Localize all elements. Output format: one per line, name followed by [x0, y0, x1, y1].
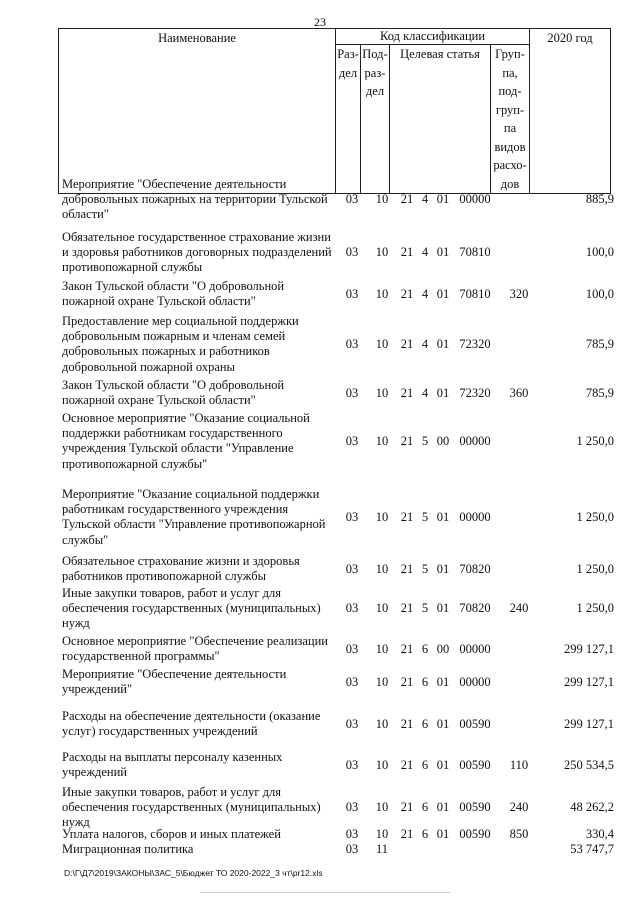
row-event: 01 — [436, 562, 450, 576]
row-event: 01 — [436, 800, 450, 814]
row-program: 21 — [400, 827, 414, 841]
row-razdel: 03 — [345, 827, 359, 841]
row-direction: 00590 — [459, 717, 491, 731]
row-subprogram: 6 — [421, 758, 429, 772]
row-event: 00 — [436, 642, 450, 656]
row-subprogram: 6 — [421, 642, 429, 656]
row-podrazdel: 10 — [375, 287, 389, 301]
row-razdel: 03 — [345, 386, 359, 400]
row-direction: 00000 — [459, 642, 491, 656]
row-podrazdel: 10 — [375, 601, 389, 615]
table-header — [58, 28, 611, 194]
row-direction: 70820 — [459, 562, 491, 576]
row-program: 21 — [400, 510, 414, 524]
row-expense-group: 360 — [509, 386, 529, 400]
row-event: 01 — [436, 510, 450, 524]
row-program: 21 — [400, 601, 414, 615]
row-name: Иные закупки товаров, работ и услуг для обеспечения государственных (муниципальных) нужд — [62, 785, 321, 830]
row-subprogram: 5 — [421, 601, 429, 615]
row-direction: 00590 — [459, 827, 491, 841]
row-amount: 100,0 — [585, 287, 614, 301]
row-razdel: 03 — [345, 287, 359, 301]
header-podrazdel: Под- раз- дел — [361, 45, 390, 194]
row-event: 01 — [436, 601, 450, 615]
row-direction: 70820 — [459, 601, 491, 615]
row-amount: 1 250,0 — [576, 510, 614, 524]
row-expense-group: 240 — [509, 800, 529, 814]
row-amount: 330,4 — [585, 827, 614, 841]
row-podrazdel: 10 — [375, 245, 389, 259]
row-name: Мероприятие "Оказание социальной поддержки работникам государственного учреждения Тульской области "Управление противопожарной службы" — [62, 487, 326, 547]
row-name: Расходы на выплаты персоналу казенных учреждений — [62, 750, 283, 780]
row-program: 21 — [400, 562, 414, 576]
row-razdel: 03 — [345, 642, 359, 656]
row-event: 01 — [436, 192, 450, 206]
row-amount: 1 250,0 — [576, 434, 614, 448]
row-program: 21 — [400, 642, 414, 656]
row-name: Мероприятие "Обеспечение деятельности добровольных пожарных на территории Тульской области" — [62, 177, 328, 222]
row-subprogram: 5 — [421, 562, 429, 576]
row-direction: 00590 — [459, 800, 491, 814]
row-direction: 00000 — [459, 675, 491, 689]
row-name: Обязательное государственное страхование жизни и здоровья работников договорных подразделений противопожарной службы — [62, 230, 332, 275]
row-amount: 885,9 — [585, 192, 614, 206]
row-amount: 1 250,0 — [576, 562, 614, 576]
row-amount: 48 262,2 — [570, 800, 614, 814]
row-direction: 00000 — [459, 192, 491, 206]
row-program: 21 — [400, 675, 414, 689]
row-amount: 299 127,1 — [564, 717, 614, 731]
row-direction: 00590 — [459, 758, 491, 772]
row-podrazdel: 10 — [375, 642, 389, 656]
row-razdel: 03 — [345, 434, 359, 448]
row-razdel: 03 — [345, 842, 359, 856]
row-subprogram: 4 — [421, 192, 429, 206]
row-subprogram: 5 — [421, 434, 429, 448]
row-podrazdel: 10 — [375, 510, 389, 524]
row-podrazdel: 11 — [375, 842, 389, 856]
row-name: Расходы на обеспечение деятельности (оказание услуг) государственных учреждений — [62, 709, 321, 739]
row-amount: 100,0 — [585, 245, 614, 259]
page-number: 23 — [314, 15, 326, 29]
row-podrazdel: 10 — [375, 192, 389, 206]
row-name: Закон Тульской области "О добровольной пожарной охране Тульской области" — [62, 378, 285, 408]
row-program: 21 — [400, 245, 414, 259]
row-subprogram: 5 — [421, 510, 429, 524]
row-amount: 785,9 — [585, 337, 614, 351]
row-name: Мероприятие "Обеспечение деятельности учреждений" — [62, 667, 287, 697]
row-event: 01 — [436, 758, 450, 772]
row-subprogram: 6 — [421, 717, 429, 731]
row-razdel: 03 — [345, 717, 359, 731]
header-code: Код классификации — [336, 29, 530, 45]
row-razdel: 03 — [345, 800, 359, 814]
row-direction: 70810 — [459, 245, 491, 259]
row-amount: 1 250,0 — [576, 601, 614, 615]
row-subprogram: 4 — [421, 337, 429, 351]
scan-artifact — [200, 892, 450, 893]
row-direction: 00000 — [459, 510, 491, 524]
row-expense-group: 240 — [509, 601, 529, 615]
header-group: Груп- па, под- груп- па видов расхо- дов — [491, 45, 530, 194]
row-name: Миграционная политика — [62, 842, 194, 856]
row-direction: 72320 — [459, 386, 491, 400]
row-program: 21 — [400, 717, 414, 731]
row-program: 21 — [400, 434, 414, 448]
row-direction: 70810 — [459, 287, 491, 301]
row-direction: 00000 — [459, 434, 491, 448]
row-podrazdel: 10 — [375, 337, 389, 351]
row-subprogram: 4 — [421, 287, 429, 301]
row-podrazdel: 10 — [375, 675, 389, 689]
row-podrazdel: 10 — [375, 562, 389, 576]
row-amount: 299 127,1 — [564, 642, 614, 656]
row-name: Предоставление мер социальной поддержки добровольным пожарным и членам семей добровольных пожарных и работников добровольной пожарной охраны — [62, 314, 299, 374]
row-program: 21 — [400, 192, 414, 206]
row-razdel: 03 — [345, 510, 359, 524]
row-amount: 785,9 — [585, 386, 614, 400]
row-razdel: 03 — [345, 675, 359, 689]
row-expense-group: 320 — [509, 287, 529, 301]
row-podrazdel: 10 — [375, 434, 389, 448]
row-subprogram: 4 — [421, 245, 429, 259]
row-razdel: 03 — [345, 337, 359, 351]
header-name: Наименование — [59, 29, 336, 194]
row-name: Основное мероприятие "Обеспечение реализации государственной программы" — [62, 634, 328, 664]
row-program: 21 — [400, 386, 414, 400]
row-program: 21 — [400, 758, 414, 772]
row-razdel: 03 — [345, 192, 359, 206]
row-amount: 53 747,7 — [570, 842, 614, 856]
row-name: Уплата налогов, сборов и иных платежей — [62, 827, 281, 841]
row-event: 01 — [436, 337, 450, 351]
row-event: 01 — [436, 287, 450, 301]
row-event: 00 — [436, 434, 450, 448]
row-program: 21 — [400, 287, 414, 301]
row-expense-group: 110 — [509, 758, 529, 772]
row-name: Иные закупки товаров, работ и услуг для обеспечения государственных (муниципальных) нужд — [62, 586, 321, 631]
row-razdel: 03 — [345, 758, 359, 772]
row-event: 01 — [436, 827, 450, 841]
header-year: 2020 год — [530, 29, 611, 194]
row-razdel: 03 — [345, 562, 359, 576]
row-program: 21 — [400, 800, 414, 814]
row-podrazdel: 10 — [375, 386, 389, 400]
row-podrazdel: 10 — [375, 717, 389, 731]
row-razdel: 03 — [345, 245, 359, 259]
file-path: D:\Г\Д7\2019\ЗАКОНЫ\ЗАС_5\Бюджет ТО 2020-2022_3 чт\pr12.xls — [64, 868, 323, 878]
row-event: 01 — [436, 675, 450, 689]
row-event: 01 — [436, 717, 450, 731]
row-event: 01 — [436, 386, 450, 400]
row-amount: 250 534,5 — [564, 758, 614, 772]
row-subprogram: 6 — [421, 675, 429, 689]
row-razdel: 03 — [345, 601, 359, 615]
row-subprogram: 4 — [421, 386, 429, 400]
row-podrazdel: 10 — [375, 758, 389, 772]
header-target: Целевая статья — [390, 45, 491, 194]
row-podrazdel: 10 — [375, 800, 389, 814]
row-program: 21 — [400, 337, 414, 351]
row-podrazdel: 10 — [375, 827, 389, 841]
row-amount: 299 127,1 — [564, 675, 614, 689]
row-event: 01 — [436, 245, 450, 259]
header-razdel: Раз- дел — [336, 45, 361, 194]
row-name: Обязательное страхование жизни и здоровья работников противопожарной службы — [62, 554, 300, 584]
row-name: Основное мероприятие "Оказание социальной поддержки работникам государственного учреждения Тульской области "Управление противопожарной службы" — [62, 411, 310, 471]
row-name: Закон Тульской области "О добровольной пожарной охране Тульской области" — [62, 279, 285, 309]
row-subprogram: 6 — [421, 827, 429, 841]
row-direction: 72320 — [459, 337, 491, 351]
row-subprogram: 6 — [421, 800, 429, 814]
row-expense-group: 850 — [509, 827, 529, 841]
